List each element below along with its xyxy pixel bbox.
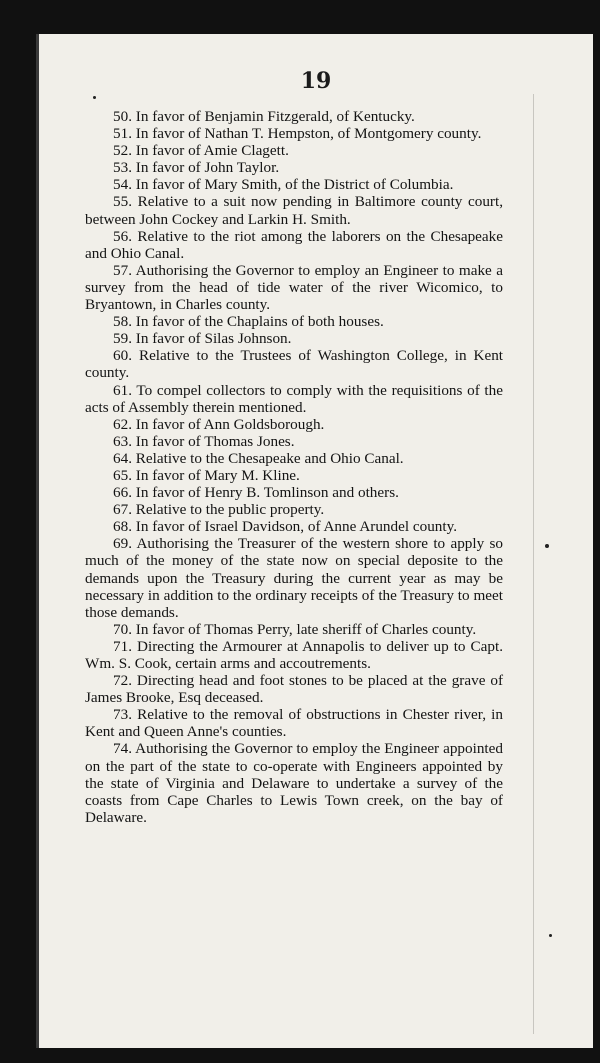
ink-speck (545, 544, 549, 548)
resolution-entry (85, 125, 503, 142)
entry-text: Relative to the riot among the laborers on the Chesapeake and Ohio Canal. (85, 227, 503, 262)
entry-number: 64. (113, 449, 132, 467)
entry-number: 70. (113, 620, 132, 638)
page-number: 19 (300, 68, 332, 94)
resolution-entry (85, 382, 503, 416)
resolution-entry (85, 176, 503, 193)
resolution-entry (85, 621, 503, 638)
entry-number: 50. (113, 108, 132, 125)
entry-text: Authorising the Governor to employ an Engineer to make a survey from the head of tide water of the river Wicomico, to Bryantown, in Charles county. (85, 261, 503, 314)
entry-number: 52. (113, 142, 132, 160)
entry-number: 63. (113, 432, 132, 450)
entry-text: Relative to the removal of obstructions in Chester river, in Kent and Queen Anne's counties. (85, 706, 503, 741)
entry-text: Authorising the Treasurer of the western shore to apply so much of the money of the state now on special deposite to the demands upon the Treasury during the current year as may be necessary in addition to the ordinary receipts of the Treasury to meet those demands. (85, 535, 503, 621)
entry-text: In favor of Silas Johnson. (135, 330, 292, 348)
entry-text: In favor of Thomas Jones. (135, 432, 295, 450)
resolution-entry (85, 228, 503, 262)
entry-number: 53. (113, 159, 132, 177)
entry-number: 60. (113, 347, 132, 365)
entry-number: 72. (113, 672, 132, 690)
entry-number: 68. (113, 518, 132, 536)
resolution-entry (85, 535, 503, 620)
resolution-list (85, 108, 503, 826)
entry-text: In favor of Israel Davidson, of Anne Arundel county. (135, 518, 458, 536)
entry-text: To compel collectors to comply with the requisitions of the acts of Assembly therein mentioned. (85, 381, 503, 416)
entry-number: 74. (113, 740, 132, 758)
entry-number: 65. (113, 466, 132, 484)
resolution-entry (85, 193, 503, 227)
entry-text: In favor of Mary Smith, of the District of Columbia. (135, 176, 454, 194)
resolution-entry (85, 450, 503, 467)
entry-text: In favor of Mary M. Kline. (135, 466, 300, 484)
entry-number: 55. (113, 193, 132, 211)
entry-text: Relative to the Chesapeake and Ohio Canal. (135, 449, 404, 467)
entry-number: 58. (113, 313, 132, 331)
entry-number: 73. (113, 706, 132, 724)
resolution-entry (85, 416, 503, 433)
entry-number: 57. (113, 261, 132, 279)
ink-speck (549, 934, 552, 937)
gutter-line (533, 94, 534, 1034)
entry-text: Authorising the Governor to employ the Engineer appointed on the part of the state to co-operate with Engineers appointed by the state of Virginia and Delaware to undertake a survey of the coasts from Cape Charles to Lewis Town creek, on the bay of Delaware. (85, 740, 503, 826)
resolution-entry (85, 108, 503, 125)
entry-text: In favor of Ann Goldsborough. (135, 415, 325, 433)
resolution-entry (85, 347, 503, 381)
entry-text: In favor of Henry B. Tomlinson and others. (135, 484, 399, 502)
resolution-entry (85, 262, 503, 313)
entry-text: Relative to the public property. (135, 501, 325, 519)
entry-text: Relative to a suit now pending in Baltimore county court, between John Cockey and Larkin H. Smith. (85, 193, 503, 228)
entry-number: 71. (113, 637, 132, 655)
entry-number: 66. (113, 484, 132, 502)
resolution-entry (85, 501, 503, 518)
resolution-entry (85, 706, 503, 740)
entry-text: In favor of Amie Clagett. (135, 142, 289, 160)
entry-text: In favor of Nathan T. Hempston, of Montgomery county. (135, 125, 482, 143)
resolution-entry (85, 159, 503, 176)
resolution-entry (85, 518, 503, 535)
entry-text: In favor of Benjamin Fitzgerald, of Kentucky. (135, 108, 415, 125)
entry-text: Directing the Armourer at Annapolis to deliver up to Capt. Wm. S. Cook, certain arms and accoutrements. (85, 637, 504, 672)
resolution-entry (85, 467, 503, 484)
resolution-entry (85, 672, 503, 706)
ink-speck (93, 96, 96, 99)
entry-number: 69. (113, 535, 132, 553)
document-page (36, 34, 593, 1048)
entry-number: 56. (113, 227, 132, 245)
entry-number: 54. (113, 176, 132, 194)
entry-number: 67. (113, 501, 132, 519)
entry-text: Relative to the Trustees of Washington College, in Kent county. (85, 347, 504, 382)
entry-number: 62. (113, 415, 132, 433)
entry-number: 59. (113, 330, 132, 348)
resolution-entry (85, 142, 503, 159)
resolution-entry (85, 313, 503, 330)
resolution-entry (85, 433, 503, 450)
entry-text: In favor of John Taylor. (135, 159, 280, 177)
entry-number: 51. (113, 125, 132, 143)
entry-number: 61. (113, 381, 132, 399)
resolution-entry (85, 740, 503, 825)
entry-text: In favor of the Chaplains of both houses. (135, 313, 384, 331)
resolution-entry (85, 638, 503, 672)
resolution-entry (85, 484, 503, 501)
entry-text: In favor of Thomas Perry, late sheriff of Charles county. (135, 620, 477, 638)
resolution-entry (85, 330, 503, 347)
entry-text: Directing head and foot stones to be placed at the grave of James Brooke, Esq deceased. (85, 672, 504, 707)
